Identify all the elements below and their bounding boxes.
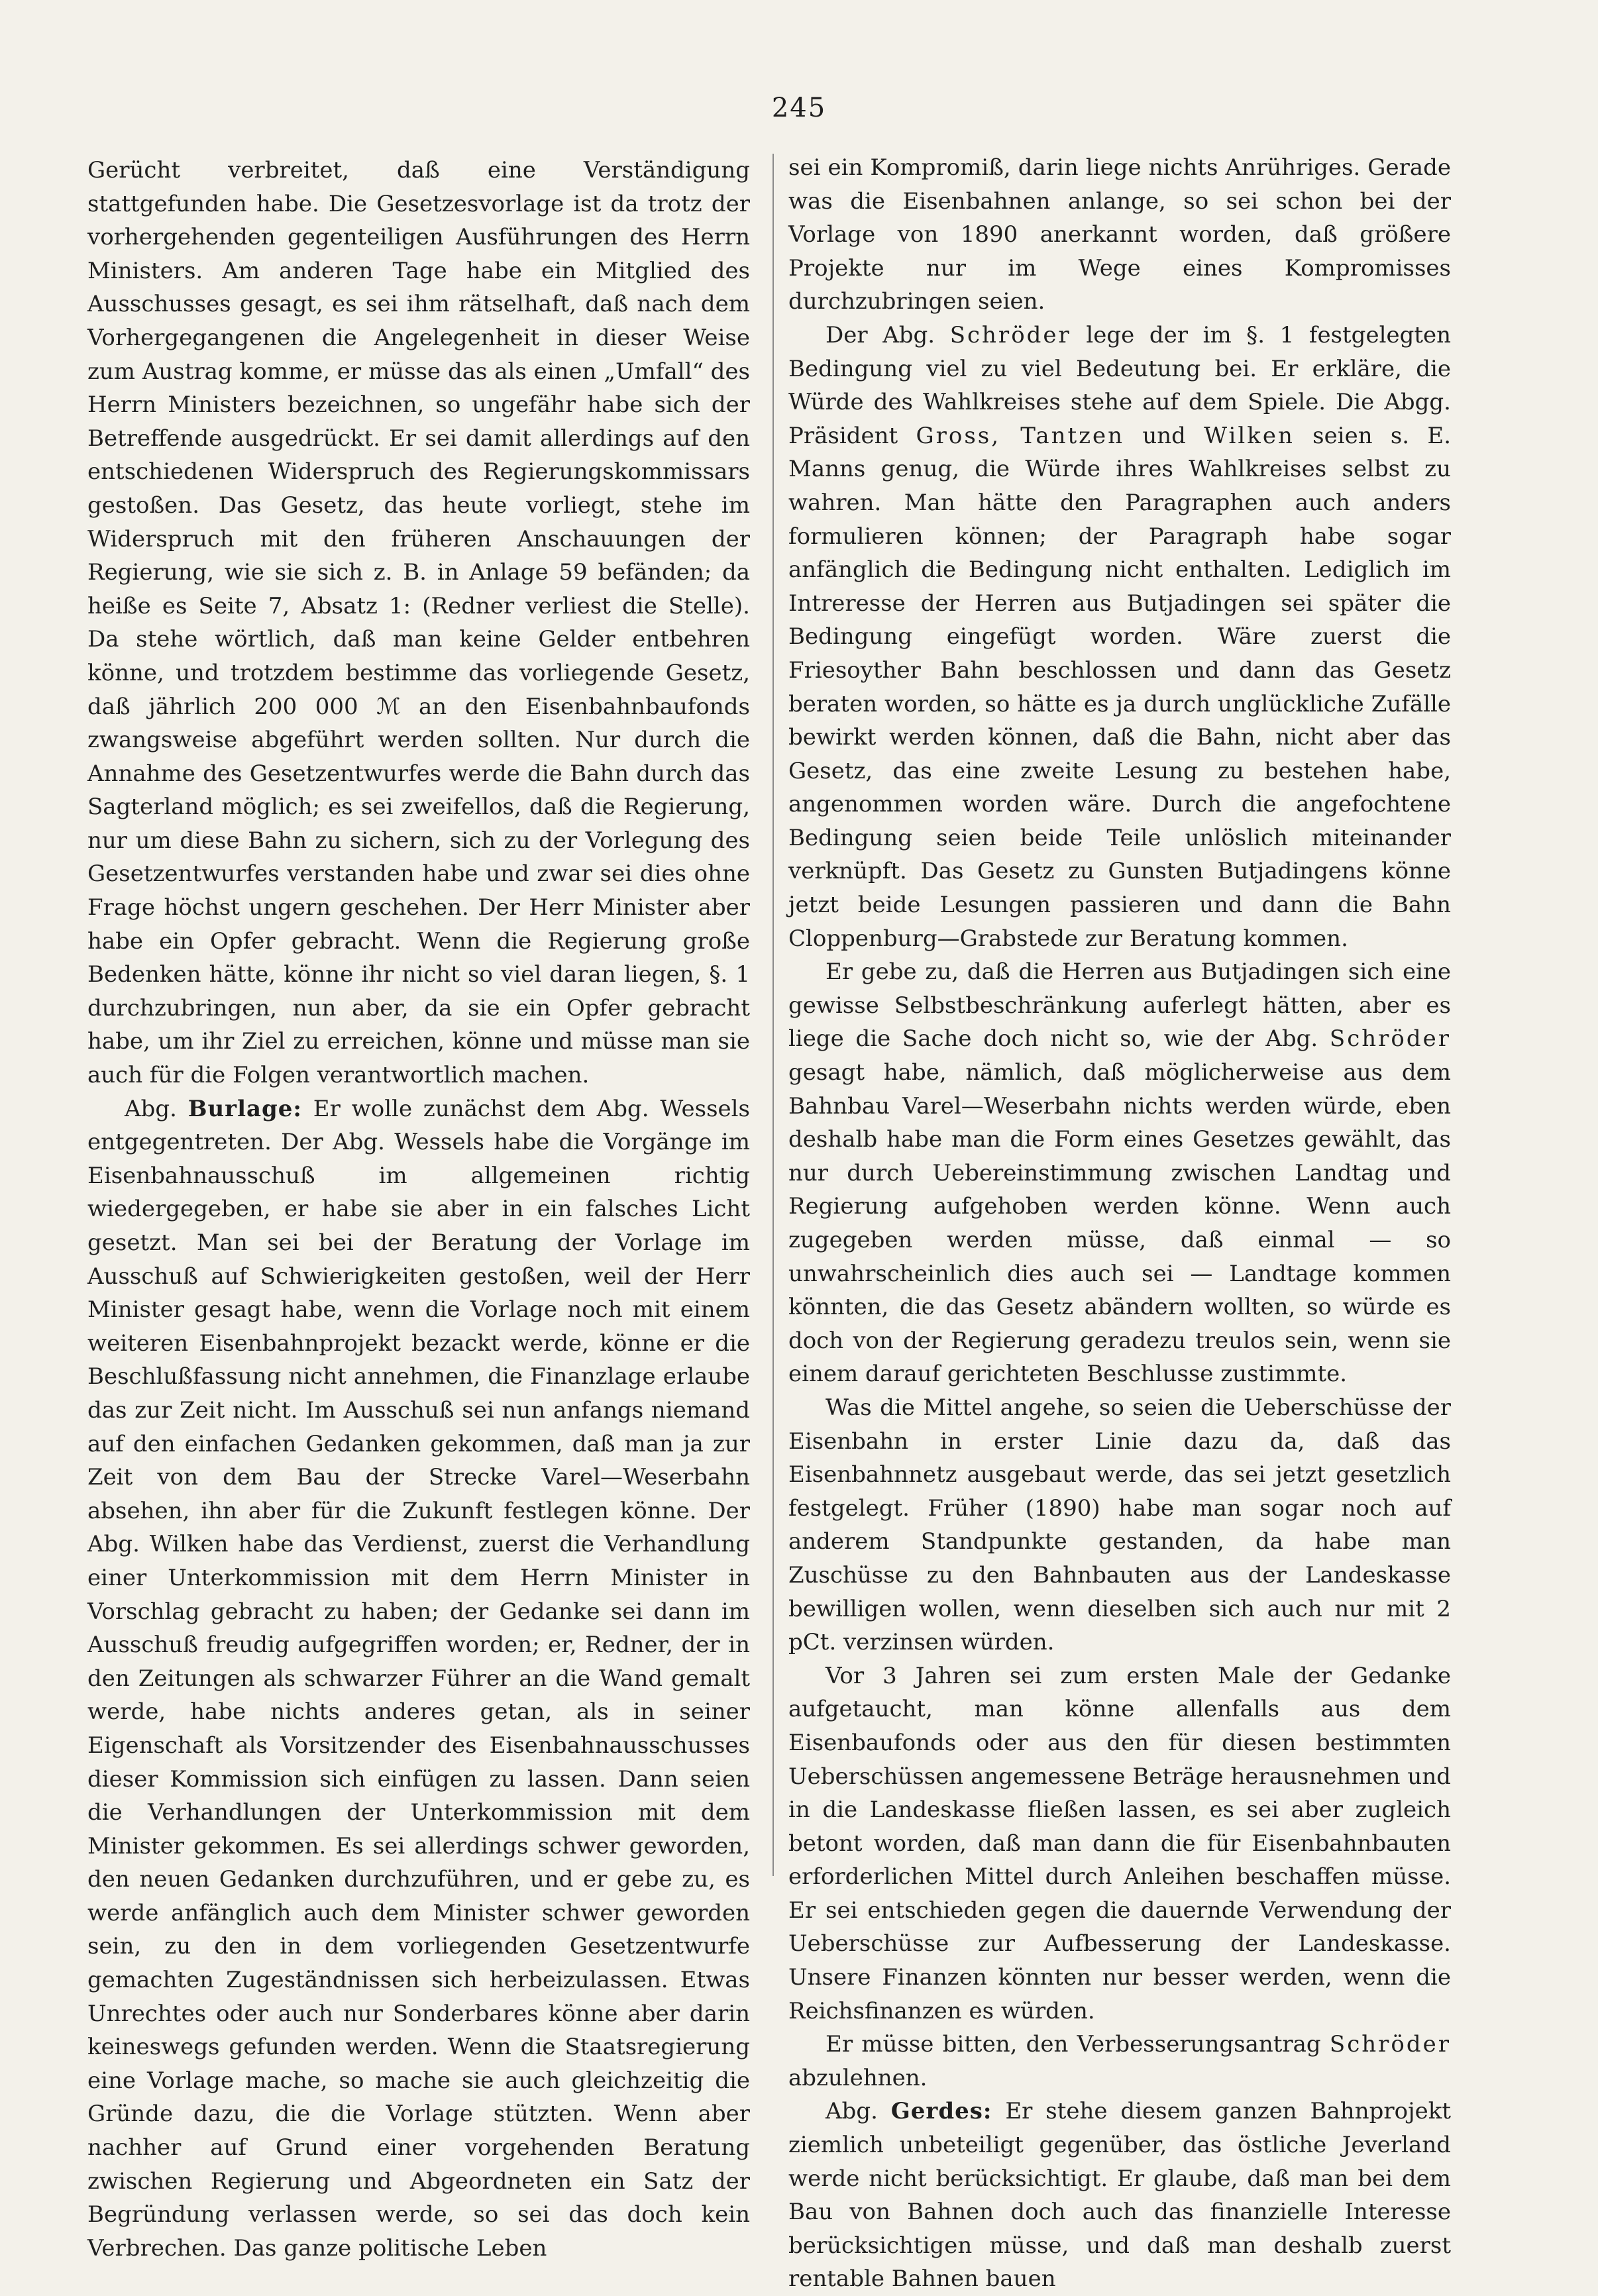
paragraph [788,955,1451,1391]
paragraph-text: Er gebe zu, daß die Herren aus Butjadingen sich eine gewisse Selbstbeschränkung auferlegt hätten, aber es liege die Sache doch nicht so, wie der Abg. [788,959,1451,1053]
paragraph [788,151,1451,319]
spaced-name: Wilken [1204,422,1295,449]
paragraph-gerdes [788,2095,1451,2296]
paragraph-text: Gerücht verbreitet, daß eine Verständigung stattgefunden habe. Die Gesetzesvorlage ist da trotz der vorhergehenden gegenteiligen Ausführungen des Herrn Ministers. Am anderen Tage habe ein Mitglied des Ausschusses gesagt, es sei ihm rätselhaft, daß nach dem Vorhergegangenen die Angelegenheit in dieser Weise zum Austrag komme, er müsse das als einen „Umfall“ des Herrn Ministers bezeichnen, so ungefähr habe sich der Betreffende ausgedrückt. Er sei damit allerdings auf den entschiedenen Widerspruch des Regierungskommissars gestoßen. Das Gesetz, das heute vorliegt, stehe im Widerspruch mit den früheren Anschauungen der Regierung, wie sie sich z. B. in Anlage 59 befänden; da heiße es Seite 7, Absatz 1: (Redner verliest die Stelle). Da stehe wörtlich, daß man keine Gelder entbehren könne, und trotzdem bestimme das vorliegende Gesetz, daß jährlich 200 000 ℳ an den Eisenbahnbaufonds zwangsweise abgeführt werden sollten. Nur durch die Annahme des Gesetzentwurfes werde die Bahn durch das Sagterland möglich; es sei zweifellos, daß die Regierung, nur um diese Bahn zu sichern, sich zu der Vorlegung des Gesetzentwurfes verstanden habe und zwar sei dies ohne Frage höchst ungern geschehen. Der Herr Minister aber habe ein Opfer gebracht. Wenn die Regierung große Bedenken hätte, könne ihr nicht so viel daran liegen, §. 1 durchzubringen, nun aber, da sie ein Opfer gebracht habe, um ihr Ziel zu erreichen, könne und müsse man sie auch für die Folgen verantwortlich machen. [87,157,750,1089]
spaced-name: Schröder [1329,2031,1451,2058]
speaker-name: Gerdes: [890,2098,992,2125]
paragraph-text: lege der im §. 1 festgelegten Bedingung viel zu viel Bedeutung bei. Er erkläre, die Würde des Wahlkreises stehe auf dem Spiele. Die Abgg. Präsident [788,321,1452,449]
paragraph [788,1659,1451,2028]
paragraph-text: Er stehe diesem ganzen Bahnprojekt ziemlich unbeteiligt gegenüber, das östliche Jeverland werde nicht berücksichtigt. Er glaube, daß man bei dem Bau von Bahnen doch auch das finanzielle Interesse berücksichtigen müsse, und daß man deshalb zuerst rentable Bahnen bauen [788,2098,1452,2293]
paragraph-burlage [87,1092,750,2266]
paragraph [87,154,750,1092]
paragraph-text: Er müsse bitten, den Verbesserungsantrag [826,2031,1330,2058]
paragraph-text: sei ein Kompromiß, darin liege nichts Anrühriges. Gerade was die Eisenbahnen anlange, so sei schon bei der Vorlage von 1890 anerkannt worden, daß größere Projekte nur im Wege eines Kompromisses durchzubringen seien. [788,154,1451,315]
speaker-name: Burlage: [187,1095,302,1122]
spaced-name: Schröder [949,321,1071,348]
paragraph-text: Er wolle zunächst dem Abg. Wessels entgegentreten. Der Abg. Wessels habe die Vorgänge im Eisenbahnausschuß im allgemeinen richtig wiedergegeben, er habe sie aber in ein falsches Licht gesetzt. Man sei bei der Beratung der Vorlage im Ausschuß auf Schwierigkeiten gestoßen, weil der Herr Minister gesagt habe, wenn die Vorlage noch mit einem weiteren Eisenbahnprojekt bezackt werde, könne er die Beschlußfassung nicht annehmen, die Finanzlage erlaube das zur Zeit nicht. Im Ausschuß sei nun anfangs niemand auf den einfachen Gedanken gekommen, daß man ja zur Zeit von dem Bau der Strecke Varel—Weserbahn absehen, ihn aber für die Zukunft festlegen könne. Der Abg. Wilken habe das Verdienst, zuerst die Verhandlung einer Unterkommission mit dem Herrn Minister in Vorschlag gebracht zu haben; der Gedanke sei dann im Ausschuß freudig aufgegriffen worden; er, Redner, der in den Zeitungen als schwarzer Führer an die Wand gemalt werde, habe nichts anderes getan, als in seiner Eigenschaft als Vorsitzender des Eisenbahnausschusses dieser Kommission sich einfügen zu lassen. Dann seien die Verhandlungen der Unterkommission mit dem Minister gekommen. Es sei allerdings schwer geworden, den neuen Gedanken durchzuführen, und er gebe zu, es werde anfänglich auch dem Minister schwer geworden sein, zu den in dem vorliegenden Gesetzentwurfe gemachten Zugeständnissen sich herbeizulassen. Etwas Unrechtes oder auch nur Sonderbares könne aber darin keineswegs gefunden werden. Wenn die Staatsregierung eine Vorlage mache, so mache sie auch gleichzeitig die Gründe dazu, die die Vorlage stützten. Wenn aber nachher auf Grund einer vorgehenden Beratung zwischen Regierung und Abgeordneten ein Satz der Begründung verlassen werde, so sei das doch kein Verbrechen. Das ganze politische Leben [87,1095,750,2262]
paragraph-text: Vor 3 Jahren sei zum ersten Male der Gedanke aufgetaucht, man könne allenfalls aus dem Eisenbaufonds oder aus den für diesen bestimmten Ueberschüssen angemessene Beträge herausnehmen und in die Landeskasse fließen lassen, es sei aber zugleich betont worden, daß man dann die für Eisenbahnbauten erforderlichen Mittel durch Anleihen beschaffen müsse. Er sei entschieden gegen die dauernde Verwendung der Ueberschüsse zur Aufbesserung der Landeskasse. Unsere Finanzen könnten nur besser werden, wenn die Reichsfinanzen es würden. [788,1662,1451,2024]
right-column [788,151,1451,2296]
paragraph [788,319,1451,955]
paragraph-text: abzulehnen. [788,2064,928,2091]
paragraph-text: seien s. E. Manns genug, die Würde ihres Wahlkreises selbst zu wahren. Man hätte den Paragraphen auch anders formulieren können; der Paragraph habe sogar anfänglich die Bedingung nicht enthalten. Lediglich im Intreresse der Herren aus Butjadingen sei später die Bedingung eingefügt worden. Wäre zuerst die Friesoyther Bahn beschlossen und dann das Gesetz beraten worden, so hätte es ja durch unglückliche Zufälle bewirkt werden können, daß die Bahn, nicht aber das Gesetz, das eine zweite Lesung zu bestehen habe, angenommen worden wäre. Durch die angefochtene Bedingung seien beide Teile unlöslich miteinander verknüpft. Das Gesetz zu Gunsten Butjadingens könne jetzt beide Lesungen passieren und dann die Bahn Cloppenburg—Grabstede zur Beratung kommen. [788,422,1451,952]
speaker-prefix: Abg. [826,2098,891,2125]
paragraph-text: Was die Mittel angehe, so seien die Ueberschüsse der Eisenbahn in erster Linie dazu da, daß das Eisenbahnnetz ausgebaut werde, das sei jetzt gesetzlich festgelegt. Früher (1890) habe man sogar noch auf anderem Standpunkte gestanden, da habe man Zuschüsse zu den Bahnbauten aus der Landeskasse bewilligen wollen, wenn dieselben sich auch nur mit 2 pCt. verzinsen würden. [788,1394,1451,1656]
paragraph-text: und [1124,422,1204,449]
left-column [87,154,750,2265]
spaced-name: Schröder [1329,1025,1451,1053]
speaker-prefix: Abg. [125,1095,188,1122]
spaced-name: Gross, Tantzen [916,422,1125,449]
paragraph [788,1391,1451,1659]
column-divider [772,154,774,1876]
paragraph [788,2028,1451,2095]
page-number: 245 [771,93,827,123]
paragraph-text: Der Abg. [826,321,950,348]
paragraph-text: gesagt habe, nämlich, daß möglicherweise aus dem Bahnbau Varel—Weserbahn nichts werden würde, eben deshalb habe man die Form eines Gesetzes gewählt, das nur durch Uebereinstimmung zwischen Landtag und Regierung aufgehoben werden könne. Wenn auch zugegeben werden müsse, daß einmal — so unwahrscheinlich dies auch sei — Landtage kommen könnten, die das Gesetz abändern wollten, so würde es doch von der Regierung geradezu treulos sein, wenn sie einem darauf gerichteten Beschlusse zustimmte. [788,1059,1451,1388]
